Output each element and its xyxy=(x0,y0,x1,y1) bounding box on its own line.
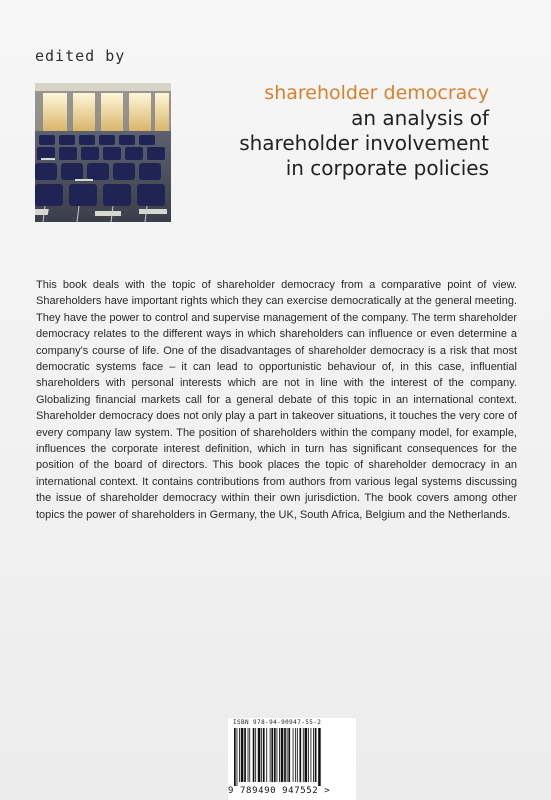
barcode-bar xyxy=(315,728,317,782)
barcode-bar xyxy=(271,728,273,782)
isbn-digits: 9 789490 947552 > xyxy=(228,786,331,796)
barcode-bar xyxy=(248,728,249,782)
barcode-bar xyxy=(249,728,250,782)
subtitle-line-1: an analysis of xyxy=(351,106,489,130)
book-title: shareholder democracy xyxy=(264,82,489,104)
isbn-label: ISBN 978-94-90947-55-2 xyxy=(233,719,322,726)
barcode-bar xyxy=(305,728,308,782)
barcode-bar xyxy=(277,728,278,782)
barcode-bar xyxy=(253,728,255,782)
edited-by-label: edited by xyxy=(35,47,126,65)
barcode-bar xyxy=(237,728,238,786)
barcode-bar xyxy=(261,728,262,782)
barcode-bar xyxy=(297,728,298,782)
barcode-bar xyxy=(284,728,286,782)
barcode-icon xyxy=(234,728,350,786)
title-block xyxy=(239,80,489,181)
subtitle-line-3: in corporate policies xyxy=(285,156,489,180)
barcode-bar xyxy=(308,728,309,782)
barcode-bar xyxy=(279,728,280,782)
barcode-bar xyxy=(274,728,276,782)
subtitle-line-2: shareholder involvement xyxy=(239,131,489,155)
barcode-bar xyxy=(270,728,271,782)
barcode-bar xyxy=(281,728,284,782)
barcode-bar xyxy=(266,728,267,782)
barcode-bar xyxy=(288,728,290,782)
barcode-bar xyxy=(293,728,294,782)
barcode-bar xyxy=(295,728,296,782)
barcode-bar xyxy=(313,728,314,782)
barcode-bar xyxy=(234,728,236,786)
barcode-bar xyxy=(318,728,321,786)
barcode-bar xyxy=(255,728,256,782)
barcode-bar xyxy=(244,728,246,782)
barcode-bar xyxy=(241,728,244,782)
barcode-block xyxy=(228,718,356,800)
barcode-bar xyxy=(258,728,261,782)
barcode-bar xyxy=(287,728,288,782)
barcode-bar xyxy=(299,728,301,782)
barcode-bar xyxy=(311,728,312,782)
barcode-bar xyxy=(303,728,304,782)
auditorium-photo xyxy=(35,83,171,222)
book-description: This book deals with the topic of shareholder democracy from a comparative point of view. Shareholders have important rights which they can exercise democratically at the general meeting. They have the power to control and supervise management of the company. The term shareholder democracy relates to the different ways in which shareholders can influence or even determine a company's course of life. One of the disadvantages of shareholder democracy is a risk that most democratic systems face – it can lead to opportunistic behaviour of, in this case, influential shareholders with personal interests which are not in line with the interest of the company. Globalizing financial markets call for a general debate of this topic in an international context. Shareholder democracy does not only play a part in takeover situations, it touches the very core of every company law system. The position of shareholders within the company model, for example, influences the corporate interest definition, which in turn has significant consequences for the position of the board of directors. This book places the topic of shareholder democracy in an international context. It contains contributions from authors from various legal systems discussing the issue of shareholder democracy within their own jurisdiction. The book covers among other topics the power of shareholders in Germany, the UK, South Africa, Belgium and the Netherlands. xyxy=(36,279,517,521)
barcode-bar xyxy=(239,728,240,782)
barcode-bar xyxy=(263,728,265,782)
